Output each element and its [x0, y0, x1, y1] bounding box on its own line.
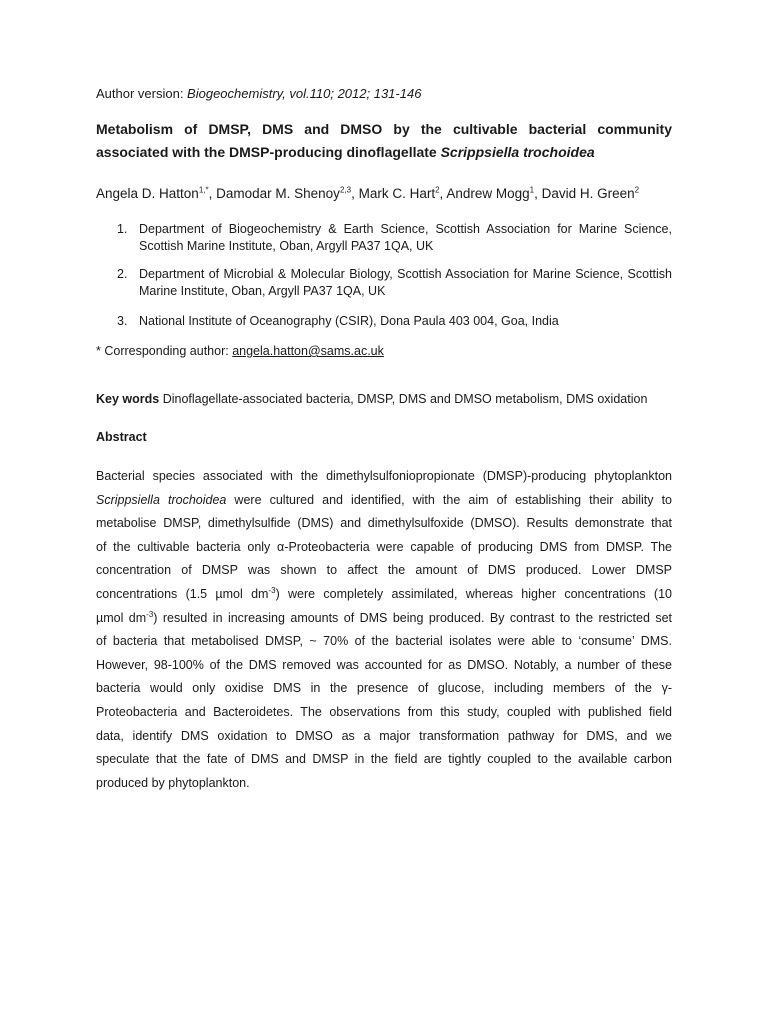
- affiliation-text: Department of Microbial & Molecular Biology, Scottish Association for Marine Science, Scottish Marine Institute, Oban, Argyll PA37 1QA, UK: [139, 267, 672, 298]
- journal-citation: Biogeochemistry, vol.110; 2012; 131-146: [187, 86, 422, 101]
- abstract-species: Scrippsiella trochoidea: [96, 492, 227, 507]
- paper-title: [96, 118, 672, 164]
- title-line-1: Metabolism of DMSP, DMS and DMSO by the cultivable bacterial community: [96, 121, 672, 137]
- keywords-text: Dinoflagellate-associated bacteria, DMSP, DMS and DMSO metabolism, DMS oxidation: [159, 392, 648, 406]
- affiliation-number: 1.: [117, 222, 128, 236]
- keywords-label: Key words: [96, 392, 160, 406]
- abstract-line: of the cultivable bacteria only α-Proteobacteria were capable of producing DMS from DMSP. The: [96, 539, 672, 554]
- abstract-line: µmol $dm^{-3}$) resulted in increasing amounts of DMS being produced. By contrast to the restricted set: [96, 609, 673, 625]
- affiliation-number: 2.: [117, 267, 128, 281]
- affiliation-item: [117, 313, 672, 330]
- author-affiliation-mark: 2: [634, 185, 640, 195]
- abstract-heading: Abstract: [96, 430, 147, 444]
- affiliation-number: 3.: [117, 314, 128, 328]
- abstract-line: data, identify DMS oxidation to DMSO as a major transformation pathway for DMS, and we: [96, 728, 672, 743]
- abstract-superscript: -3: [268, 585, 276, 595]
- affiliation-item: [117, 266, 672, 299]
- abstract-line: Scrippsiella trochoidea were cultured and identified, with the aim of establishing their ability to: [96, 492, 672, 507]
- affiliation-text: Department of Biogeochemistry & Earth Science, Scottish Association for Marine Science, Scottish Marine Institute, Oban, Argyll PA37 1QA, UK: [139, 222, 672, 253]
- author-affiliation-mark: 2: [435, 185, 440, 195]
- author-version-line: [96, 86, 421, 101]
- title-line-2-text: associated with the DMSP-producing dinoflagellate: [96, 144, 441, 160]
- author-name: David H. Green: [541, 186, 635, 201]
- corresponding-label: * Corresponding author:: [96, 344, 233, 358]
- abstract-line: metabolise DMSP, dimethylsulfide (DMS) and dimethylsulfoxide (DMSO). Results demonstrate that: [96, 516, 672, 531]
- author-affiliation-mark: 2,3: [339, 185, 352, 195]
- abstract-line: speculate that the fate of DMS and DMSP in the field are tightly coupled to the available carbon: [96, 752, 672, 767]
- affiliation-item: [117, 221, 672, 254]
- title-species: Scrippsiella trochoidea: [440, 144, 595, 160]
- abstract-line: Proteobacteria and Bacteroidetes. The observations from this study, coupled with published field: [96, 704, 672, 719]
- abstract-line: However, 98-100% of the DMS removed was accounted for as DMSO. Notably, a number of these: [96, 657, 672, 672]
- author-name: Angela D. Hatton: [96, 186, 199, 201]
- abstract-superscript: -3: [146, 609, 154, 619]
- author-name: Damodar M. Shenoy: [216, 186, 340, 201]
- corresponding-email-link[interactable]: angela.hatton@sams.ac.uk: [232, 344, 384, 358]
- corresponding-author: [96, 344, 384, 358]
- keywords-line: [96, 392, 647, 406]
- abstract-body: [96, 465, 672, 795]
- author-list: Angela D. Hatton$^{1,*}$, Damodar M. Shenoy$^{2,3}$, Mark C. Hart$^2$, Andrew Mogg$^1$, David H. Green$^2$: [96, 185, 640, 201]
- author-affiliation-mark: 1,*: [198, 185, 209, 195]
- author-affiliation-mark: 1: [529, 185, 535, 195]
- author-version-prefix: Author version:: [96, 86, 188, 101]
- affiliation-text: National Institute of Oceanography (CSIR), Dona Paula 403 004, Goa, India: [139, 314, 559, 328]
- abstract-line: of bacteria that metabolised DMSP, ~ 70% of the bacterial isolates were able to ‘consume’ DMS.: [96, 634, 672, 649]
- abstract-line: produced by phytoplankton.: [96, 775, 250, 790]
- title-line-2: [96, 141, 672, 164]
- author-name: Mark C. Hart: [358, 186, 436, 201]
- abstract-line: concentrations (1.5 µmol $dm^{-3}$) were completely assimilated, whereas higher concentrations (10: [96, 585, 672, 601]
- abstract-line: concentration of DMSP was shown to affect the amount of DMS produced. Lower DMSP: [96, 563, 672, 578]
- abstract-line: bacteria would only oxidise DMS in the presence of glucose, including members of the γ-: [96, 681, 672, 696]
- author-name: Andrew Mogg: [446, 186, 530, 201]
- abstract-line: Bacterial species associated with the dimethylsulfoniopropionate (DMSP)-producing phytoplankton: [96, 469, 672, 483]
